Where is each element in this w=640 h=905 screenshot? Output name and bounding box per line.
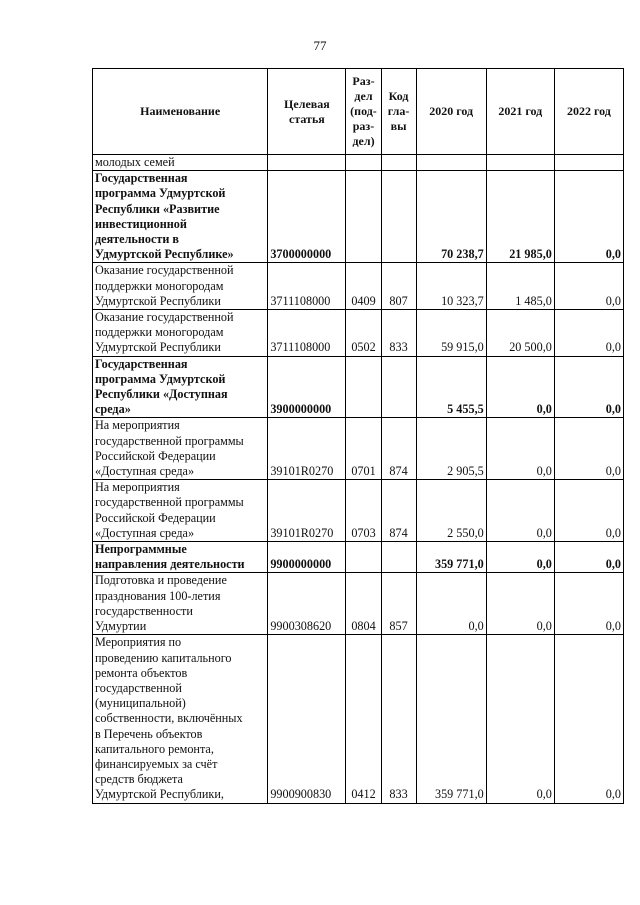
row-section bbox=[346, 356, 381, 418]
row-2021: 0,0 bbox=[486, 542, 554, 573]
header-2022: 2022 год bbox=[554, 69, 623, 155]
row-2022: 0,0 bbox=[554, 310, 623, 357]
row-2021: 0,0 bbox=[486, 573, 554, 635]
row-2020: 2 550,0 bbox=[416, 480, 486, 542]
table-row bbox=[93, 480, 624, 542]
row-2021: 0,0 bbox=[486, 480, 554, 542]
row-chapter: 833 bbox=[381, 310, 416, 357]
row-target: 3711108000 bbox=[268, 263, 346, 310]
row-2022: 0,0 bbox=[554, 418, 623, 480]
row-section: 0703 bbox=[346, 480, 381, 542]
row-chapter: 874 bbox=[381, 418, 416, 480]
row-2021: 21 985,0 bbox=[486, 171, 554, 263]
row-chapter bbox=[381, 356, 416, 418]
row-name: Оказание государственной поддержки моногородам Удмуртской Республики bbox=[93, 310, 268, 357]
row-section: 0804 bbox=[346, 573, 381, 635]
row-2020: 59 915,0 bbox=[416, 310, 486, 357]
row-target: 9900900830 bbox=[268, 635, 346, 803]
row-2020: 5 455,5 bbox=[416, 356, 486, 418]
row-2022 bbox=[554, 155, 623, 171]
row-target bbox=[268, 155, 346, 171]
row-section: 0701 bbox=[346, 418, 381, 480]
table-row bbox=[93, 573, 624, 635]
row-chapter bbox=[381, 155, 416, 171]
row-2022: 0,0 bbox=[554, 573, 623, 635]
row-2020: 0,0 bbox=[416, 573, 486, 635]
header-name: Наименование bbox=[93, 69, 268, 155]
row-section bbox=[346, 171, 381, 263]
page-number: 77 bbox=[313, 38, 327, 53]
header-target: Целевая статья bbox=[268, 69, 346, 155]
row-2021: 20 500,0 bbox=[486, 310, 554, 357]
row-chapter: 833 bbox=[381, 635, 416, 803]
row-2021: 0,0 bbox=[486, 635, 554, 803]
row-name: На мероприятия государственной программы Российской Федерации «Доступная среда» bbox=[93, 480, 268, 542]
row-2020: 359 771,0 bbox=[416, 542, 486, 573]
row-name: молодых семей bbox=[93, 155, 268, 171]
row-name: На мероприятия государственной программы Российской Федерации «Доступная среда» bbox=[93, 418, 268, 480]
row-name: Мероприятия по проведению капитального ремонта объектов государственной (муниципальной) собственности, включённых в Перечень объектов капитального ремонта, финансируемых за счёт средств бюджета Удмуртской Республики, bbox=[93, 635, 268, 803]
row-2021: 0,0 bbox=[486, 356, 554, 418]
table-row bbox=[93, 155, 624, 171]
table-row bbox=[93, 171, 624, 263]
table-row bbox=[93, 635, 624, 803]
row-2021: 0,0 bbox=[486, 418, 554, 480]
row-name: Непрограммные направления деятельности bbox=[93, 542, 268, 573]
row-target: 39101R0270 bbox=[268, 418, 346, 480]
row-2020: 10 323,7 bbox=[416, 263, 486, 310]
row-target: 3700000000 bbox=[268, 171, 346, 263]
row-section: 0502 bbox=[346, 310, 381, 357]
row-target: 9900000000 bbox=[268, 542, 346, 573]
row-2022: 0,0 bbox=[554, 171, 623, 263]
row-chapter: 857 bbox=[381, 573, 416, 635]
row-2020: 359 771,0 bbox=[416, 635, 486, 803]
header-2020: 2020 год bbox=[416, 69, 486, 155]
row-2022: 0,0 bbox=[554, 356, 623, 418]
row-target: 3711108000 bbox=[268, 310, 346, 357]
header-chapter: Код гла- вы bbox=[381, 69, 416, 155]
row-2022: 0,0 bbox=[554, 635, 623, 803]
row-target: 3900000000 bbox=[268, 356, 346, 418]
header-section: Раз- дел (под- раз- дел) bbox=[346, 69, 381, 155]
row-2020: 2 905,5 bbox=[416, 418, 486, 480]
row-name: Оказание государственной поддержки моногородам Удмуртской Республики bbox=[93, 263, 268, 310]
row-chapter: 807 bbox=[381, 263, 416, 310]
row-2022: 0,0 bbox=[554, 480, 623, 542]
row-2020: 70 238,7 bbox=[416, 171, 486, 263]
row-2021: 1 485,0 bbox=[486, 263, 554, 310]
row-name: Подготовка и проведение празднования 100-летия государственности Удмуртии bbox=[93, 573, 268, 635]
row-section bbox=[346, 155, 381, 171]
row-2020 bbox=[416, 155, 486, 171]
table-row bbox=[93, 356, 624, 418]
row-section: 0412 bbox=[346, 635, 381, 803]
budget-table bbox=[92, 68, 624, 804]
row-section bbox=[346, 542, 381, 573]
table-header-row bbox=[93, 69, 624, 155]
table-row bbox=[93, 542, 624, 573]
table-row bbox=[93, 263, 624, 310]
table-row bbox=[93, 310, 624, 357]
row-chapter bbox=[381, 542, 416, 573]
row-name: Государственная программа Удмуртской Республики «Развитие инвестиционной деятельности в Удмуртской Республике» bbox=[93, 171, 268, 263]
row-target: 9900308620 bbox=[268, 573, 346, 635]
row-chapter bbox=[381, 171, 416, 263]
row-name: Государственная программа Удмуртской Республики «Доступная среда» bbox=[93, 356, 268, 418]
row-section: 0409 bbox=[346, 263, 381, 310]
row-2022: 0,0 bbox=[554, 542, 623, 573]
row-chapter: 874 bbox=[381, 480, 416, 542]
row-2022: 0,0 bbox=[554, 263, 623, 310]
header-2021: 2021 год bbox=[486, 69, 554, 155]
table-row bbox=[93, 418, 624, 480]
row-2021 bbox=[486, 155, 554, 171]
row-target: 39101R0270 bbox=[268, 480, 346, 542]
